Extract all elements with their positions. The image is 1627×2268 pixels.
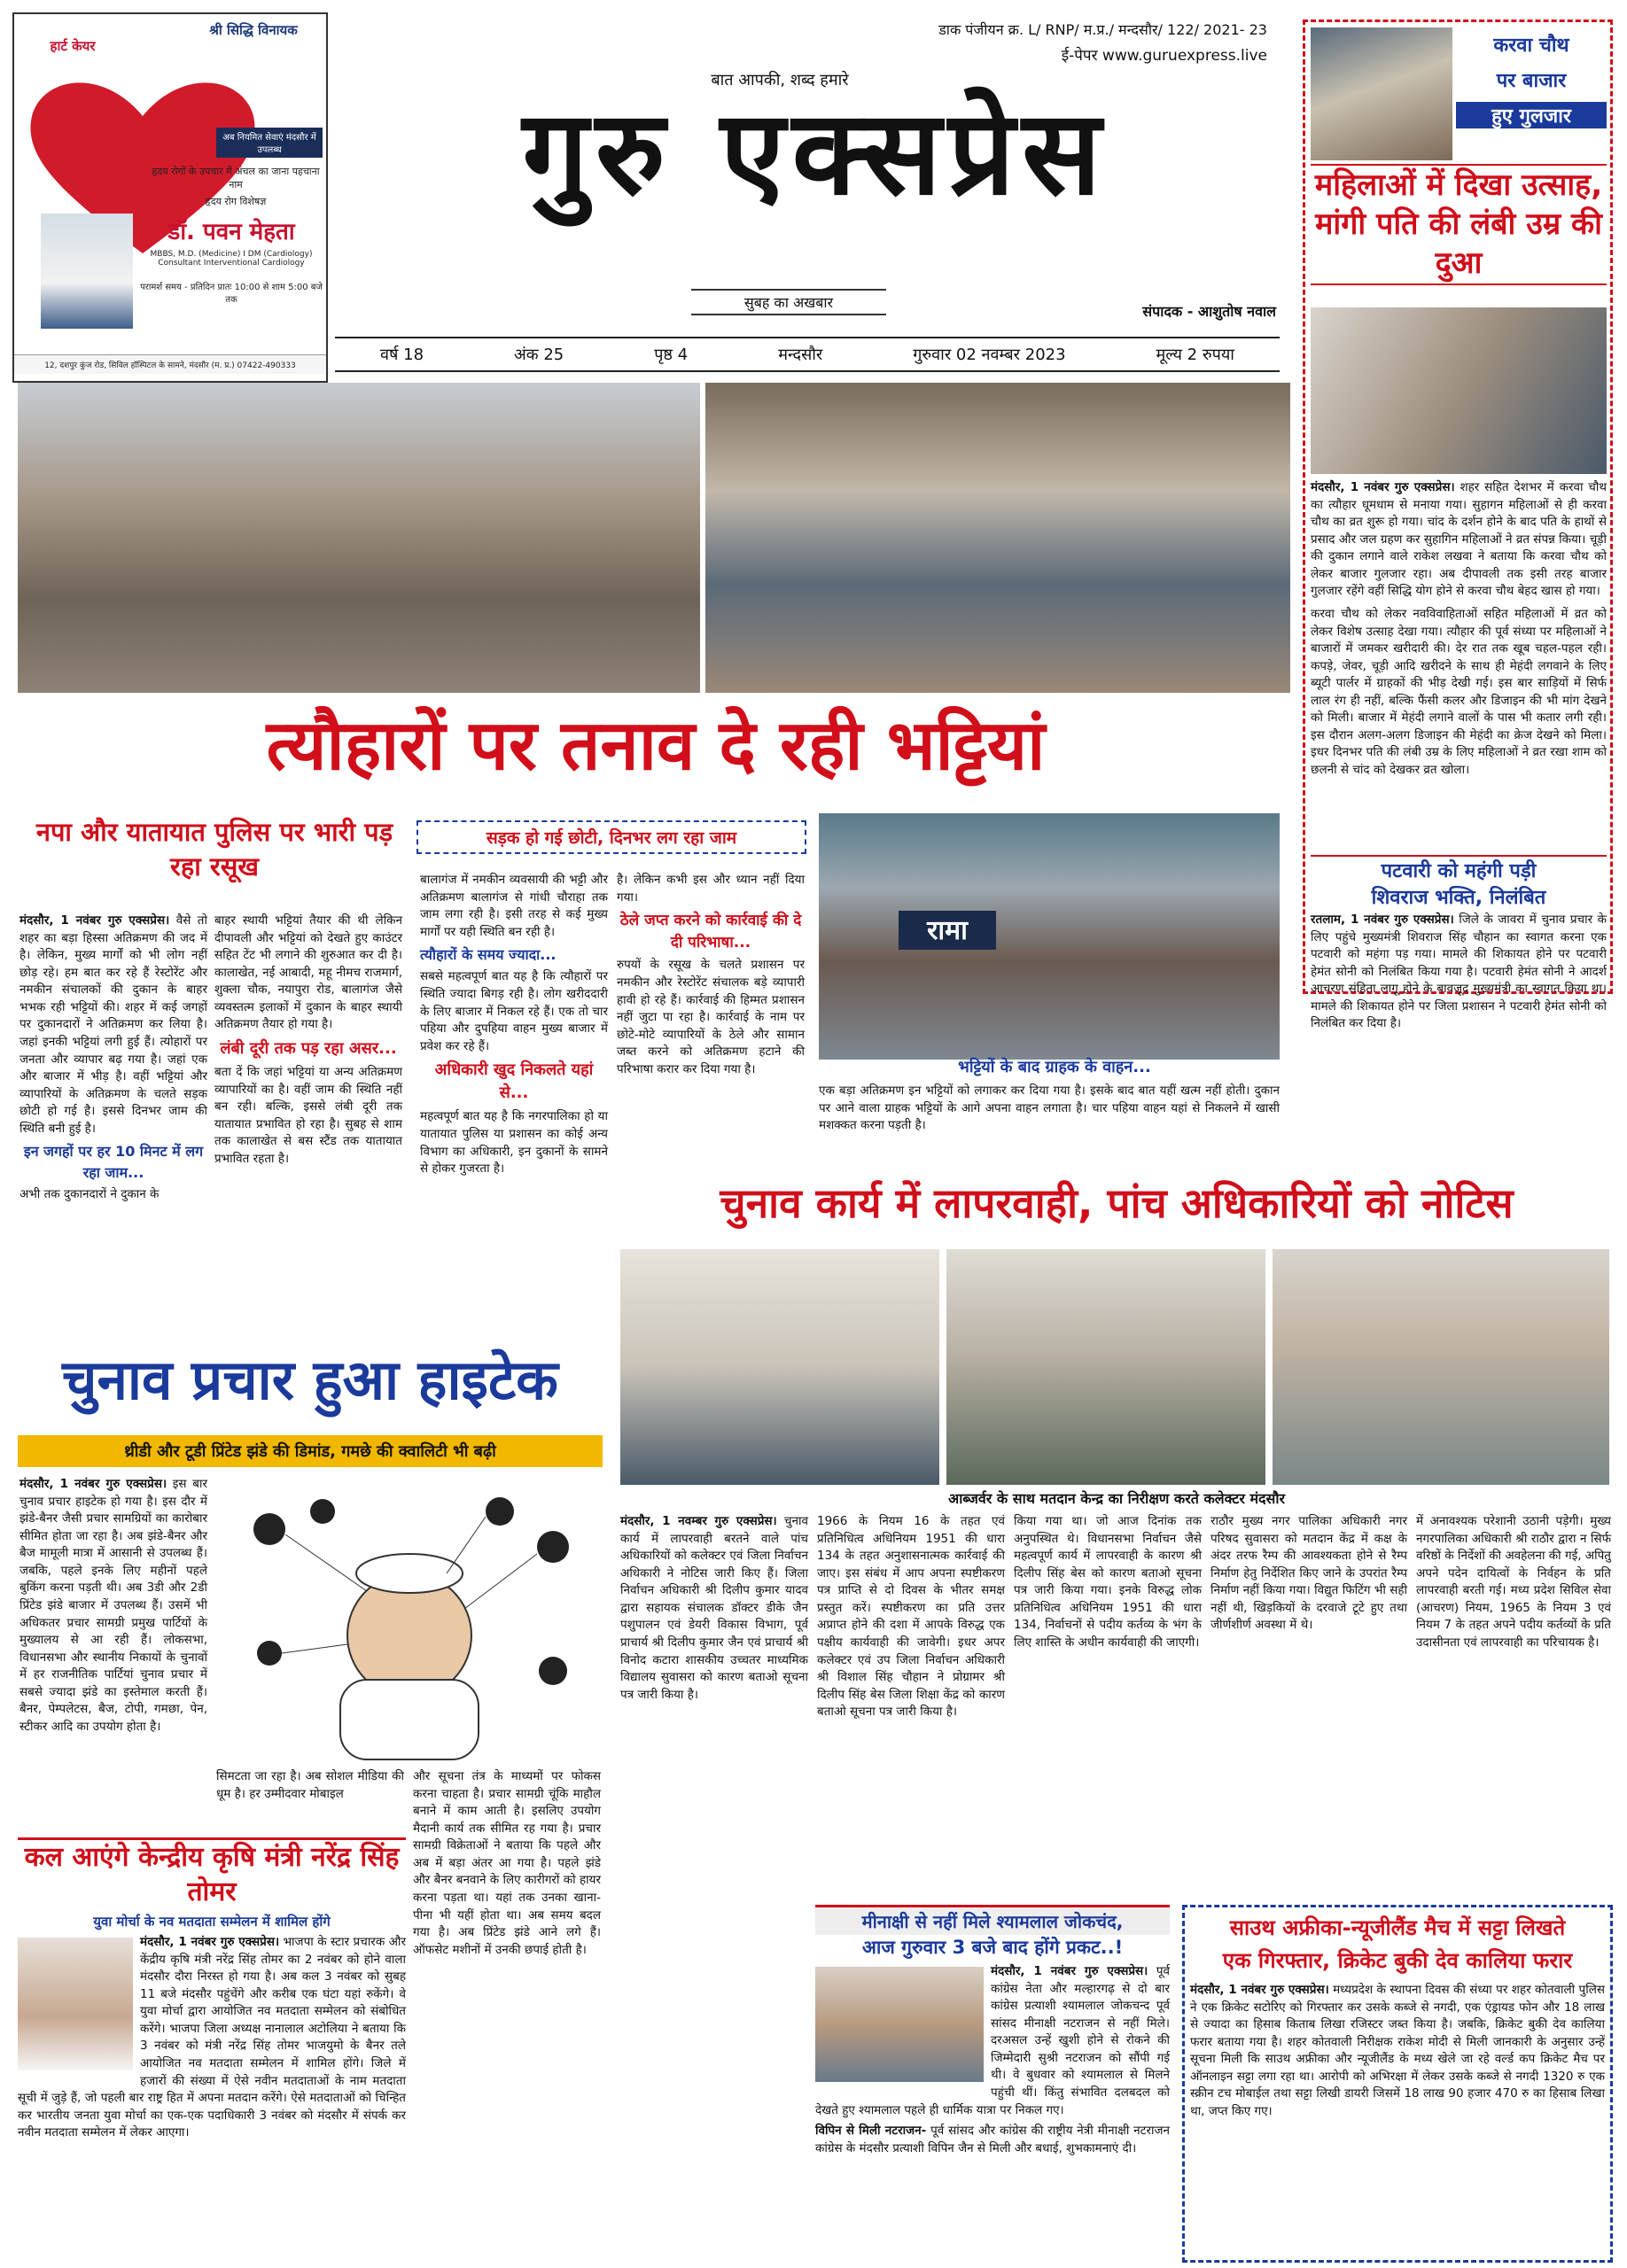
market-photo-2 [705, 383, 1290, 693]
brand-heart-care: हार्ट केयर [50, 38, 96, 54]
tomar-dateline: मंदसौर, 1 नवंबर गुरु एक्सप्रेस। [140, 1935, 280, 1949]
lead-col3-sub: त्यौहारों के समय ज्यादा... [420, 946, 557, 964]
shivraj-dateline: रतलाम, 1 नवंबर गुरु एक्सप्रेस। [1311, 913, 1454, 927]
lead-col-5: एक बड़ा अतिक्रमण इन भट्टियों को लगाकर कर दिया गया है। इसके बाद बात यहीं खत्म नहीं होती। दुकान पर आने वाला ग्राहक भट्टियों के आगे अपना वाहन लगाता है। चार पहिया वाहन यहां से निकलने में खासी मशक्कत करना पड़ती है। [819, 1084, 1280, 1133]
newspaper-title: गुरु एक्सप्रेस [522, 84, 1109, 221]
doctor-name: डॉ. पवन मेहता [167, 219, 295, 245]
election-col-4: राठौर मुख्य नगर पालिका अधिकारी नगर परिषद सुवासरा को मतदान केंद्र में कक्ष के अंदर तरफ रैम्प की आवश्यकता होने से रैम्प निर्माण हेतु निर्देशित किए जाने के उपरांत रैम्प निर्माण नहीं किया गया। विद्युत फिटिंग भी सही नहीं थी, खिड़कियों के दरवाजे टूटे हुए तथा जीर्णशीर्ण अवस्था में थे। [1211, 1514, 1407, 1633]
cricket-head2: एक गिरफ्तार, क्रिकेट बुकी देव कालिया फरार [1222, 1948, 1573, 1973]
lead-col3-sub2: अधिकारी खुद निकलते यहां से... [434, 1060, 594, 1103]
lead-col4-text: है। लेकिन कभी इस और ध्यान नहीं दिया गया। [617, 873, 805, 905]
election-photo-3 [1273, 1249, 1609, 1485]
issue-city: मन्दसौर [778, 346, 823, 364]
karwa-text1: शहर सहित देशभर में करवा चौथ का त्यौहार धूमधाम से मनाया गया। सुहागन महिलाओं से ही करवा चौथ का व्रत शुरू हो गया। चांद के दर्शन होने के बाद पति के हाथों से प्रसाद और जल ग्रहण कर सुहागिन महिलाओं ने व्रत संपन्न किया। चूड़ी की दुकान लगाने वाले राकेश लखवा ने बताया कि करवा चौथ को लेकर बाजार गुलजार रहा। अब दीपावली तक इसी तरह बाजार गुलजार रहेंगे वहीं सिद्धि योग होने से करवा चौथ बेहद खास हो गया। [1311, 480, 1607, 599]
meenakshi-head1: मीनाक्षी से नहीं मिले श्यामलाल जोकचंद, [815, 1907, 1170, 1935]
issue-ank: अंक 25 [514, 346, 564, 364]
lead-col1-text: वैसे तो शहर का बड़ा हिस्सा अतिक्रमण की जद में है। लेकिन, मुख्य मार्गों को भी लोग नहीं छोड़ रहे। हम बात कर रहे हैं रेस्टोरेंट और नमकीन संचालकों की दुकान के बाहर भभक रही भट्टियों की। शहर में कई जगहों पर दुकानदारों ने अतिक्रमण कर लिया है। जहां इनकी भट्टियां लगी हुई हैं। त्योहारों पर जनता और व्यापार बढ़ गया है। जहां एक और बाजार में भीड़ है। वहीं भट्टियां और व्यापारियों के अतिक्रमण के चलते सड़क छोटी हो गई है। इससे दिनभर जाम की स्थिति बनी हुई है। [19, 913, 207, 1136]
kicker-line2: पर बाजार [1496, 70, 1567, 92]
lead-col3c-text: महत्वपूर्ण बात यह है कि नगरपालिका हो या यातायात पुलिस या प्रशासन का कोई अन्य विभाग का अधिकारी, इन दुकानों के सामने से होकर गुजरता है। [420, 1109, 608, 1177]
lead-col-2 [214, 913, 402, 1373]
election-photo-2 [946, 1249, 1265, 1485]
karwa-dateline: मंदसौर, 1 नवंबर गुरु एक्सप्रेस। [1311, 480, 1455, 494]
election-caption: आब्जर्वर के साथ मतदान केन्द्र का निरीक्षण करते कलेक्टर मंदसौर [947, 1490, 1286, 1507]
lead-subhead-1: नपा और यातायात पुलिस पर भारी पड़ रहा रसूख [35, 817, 393, 882]
lead-col3-text: बालागंज में नमकीन व्यवसायी की भट्टी और अतिक्रमण बालागंज से गांधी चौराहा तक जाम लगा रही है। इसी तरह से कई मुख्य मार्गों पर यही स्थिति बन रही है। [420, 873, 608, 939]
meenakshi-text: पूर्व कांग्रेस नेता और मल्हारगढ़ से दो बार कांग्रेस प्रत्याशी श्यामलाल जोकचन्द पूर्व सांसद मीनाक्षी नटराजन से नहीं मिले। दरअसल उन्हें खुशी होने से रोकने की जिम्मेदारी सुश्री नटराजन को सौंपी गई थी। वे बुधवार को श्यामलाल से मिलने पहुंची थीं। किंतु संभावित दलबदल को देखते हुए श्यामलाल पहले ही धार्मिक यात्रा पर निकल गए। [815, 1964, 1170, 2117]
lead-col-1 [19, 913, 207, 1373]
election-dateline: मंदसौर, 1 नवम्बर गुरु एक्सप्रेस। [620, 1514, 777, 1528]
karwa-kicker [1456, 31, 1607, 128]
meenakshi-box [815, 1905, 1170, 2263]
shivraj-body [1311, 912, 1607, 1031]
karwa-body [1311, 479, 1607, 851]
shivraj-text: जिले के जावरा में चुनाव प्रचार के लिए पहुंचे मुख्यमंत्री शिवराज सिंह चौहान का स्वागत करना एक पटवारी को महंगा पड़ गया। मामले की शिकायत होने पर पटवारी हेमंत सोनी को निलंबित किया गया है। पटवारी हेमंत सोनी ने आदर्श आचरण संहिता लागू होने के बावजूद मुख्यमंत्री का स्वागत किया था। मामले की शिकायत होने पर जिला प्रशासन ने पटवारी हेमंत सोनी को निलंबित कर दिया है। [1311, 913, 1607, 1031]
meenakshi-sub: विपिन से मिली नटराजन- [815, 2124, 927, 2139]
tomar-text: भाजपा के स्टार प्रचारक और केंद्रीय कृषि मंत्री नरेंद्र सिंह तोमर का 2 नवंबर को होने वाला मंदसौर दौरा निरस्त हो गया है। अब कल 3 नवंबर को सुबह 11 बजे मंदसौर पहुंचेंगे और करीब एक घंटा यहां रुकेंगे। वे युवा मोर्चा द्वारा आयोजित नव मतदाता सम्मेलन को संबोधित करेंगे। भाजपा जिला अध्यक्ष नानालाल अटोलिया ने बताया कि 3 नवंबर को मंत्री नरेंद्र सिंह तोमर भाजयुमो के बैनर तले आयोजित नव मतदाता सम्मेलन में शामिल होंगे। जिले में हजारों की संख्या में ऐसे नवीन मतदाताओं के नाम मतदाता सूची में जुड़े हैं, जो पहली बार राष्ट्र हित में अपना मतदान करेंगे। ऐसे मतदाताओं को चिन्हित कर भारतीय जनता युवा मोर्चा का एक-एक पदाधिकारी 3 नवंबर को मंदसौर में संपर्क कर नवीन मतदाता सम्मेलन में लेकर आएगा। [18, 1935, 406, 2140]
shivraj-headline [1311, 855, 1607, 910]
hitech-subhead: थ्रीडी और टूडी प्रिंटेड झंडे की डिमांड, गमछे की क्वालिटी भी बढ़ी [18, 1435, 603, 1467]
lead-col2b-text: बता दें कि जहां भट्टियां या अन्य अतिक्रमण व्यापारियों का है। वहीं जाम की स्थिति नहीं बन रही। बल्कि, इससे लंबी दूरी तक यातायात प्रभावित हो रहा है। सुबह से शाम तक कालाखेत से बस स्टैंड तक यातायात प्रभावित रहता है। [214, 1065, 402, 1166]
newspaper-subtitle: सुबह का अखबार [691, 289, 886, 315]
hitech-headline: चुनाव प्रचार हुआ हाइटेक [62, 1348, 558, 1412]
cricket-dateline: मंदसौर, 1 नवंबर गुरु एक्सप्रेस। [1190, 1983, 1329, 1997]
ad-line2: हृदय रोग विशेषज्ञ [205, 196, 267, 207]
doctor-degree: MBBS, M.D. (Medicine) I DM (Cardiology) Consultant Interventional Cardiology [150, 250, 313, 268]
lead-subhead-2: सड़क हो गई छोटी, दिनभर लग रहा जाम [416, 820, 806, 854]
brand-siddhi: श्री सिद्धि विनायक [209, 22, 298, 38]
lead-col1-end: अभी तक दुकानदारों ने दुकान के [19, 1186, 160, 1201]
cricket-head1: साउथ अफ्रीका-न्यूजीलैंड मैच में सट्टा लिखते [1229, 1915, 1566, 1940]
lead-col4-sub: ठेले जप्त करने को कार्रवाई की दे दी परिभाषा... [619, 912, 802, 951]
tomar-box [18, 1837, 406, 2263]
cartoon-graphic [216, 1476, 603, 1763]
issue-year: वर्ष 18 [379, 346, 424, 364]
registration-line: डाक पंजीयन क्र. L/ RNP/ म.प्र./ मन्दसौर/ 122/ 2021- 23 [938, 21, 1267, 38]
ad-timing: परामर्श समय - प्रतिदिन प्रातः 10:00 से शाम 5:00 बजे तक [140, 283, 323, 305]
ad-line1: हृदय रोगों के उपचार में अंचल का जाना पहचाना नाम [152, 166, 320, 190]
cricket-body [1190, 1982, 1605, 2248]
shop-caption: भट्टियों के बाद ग्राहक के वाहन... [958, 1058, 1151, 1076]
shivraj-head1: पटवारी को महंगी पड़ी [1381, 860, 1537, 882]
election-col-1 [620, 1513, 808, 1903]
kicker-line3: हुए गुलजार [1456, 102, 1607, 128]
epaper-line: ई-पेपर www.guruexpress.live [1061, 47, 1267, 65]
election-col-5: में अनावश्यक परेशानी उठानी पड़ेगी। मुख्य नगरपालिका अधिकारी श्री राठौर द्वारा न सिर्फ वरिष्ठों के निर्देशों की अवहेलना की गई, अपितु अपने पदेन दायित्वों के निर्वहन के प्रति लापरवाही बरती गई। मध्य प्रदेश सिविल सेवा (आचरण) नियम, 1965 के नियम 3 एवं नियम 7 के तहत अपने पदीय कर्तव्यों के प्रति उदासीनता एवं लापरवाही का परिचायक है। [1416, 1514, 1611, 1650]
election-photo-1 [620, 1249, 939, 1485]
lead-col3b-text: सबसे महत्वपूर्ण बात यह है कि त्यौहारों पर स्थिति ज्यादा बिगड़ रही है। लोग खरीददारी के लिए बाजार में निकल रहे हैं। एक तो चार पहिया और दुपहिया वाहन मुख्य बाजार में प्रवेश कर रहे हैं। [420, 969, 608, 1053]
hitech-dateline: मंदसौर, 1 नवंबर गुरु एक्सप्रेस। [19, 1477, 167, 1491]
lead-col1-sub: इन जगहों पर हर 10 मिनट में लग रहा जाम... [23, 1143, 204, 1181]
election-col-2: 1966 के नियम 16 के तहत एवं प्रतिनिधित्व अधिनियम 1951 की धारा 134 के तहत अनुशासनात्मक कार्रवाई की जाए। इस संबंध में आप अपना स्पष्टीकरण पत्र प्राप्ति से दो दिवस के भीतर समक्ष प्रस्तुत करें। स्पष्टीकरण का प्रति उत्तर अप्राप्त होने की दशा में आपके विरुद्ध एक पक्षीय कार्यवाही की जावेगी। इधर अपर कलेक्टर एवं उप जिला निर्वाचन अधिकारी श्री विशाल सिंह चौहान ने प्रोग्रामर श्री दिलीप सिंह बेस जिला शिक्षा केंद्र को कारण बताओ सूचना पत्र जारी किया है। [817, 1514, 1005, 1720]
tagline: बात आपकी, शब्द हमारे [711, 71, 849, 89]
lead-col2-sub: लंबी दूरी तक पड़ रहा असर... [220, 1038, 397, 1058]
hitech-col1-text: इस बार चुनाव प्रचार हाइटेक हो गया है। इस दौर में झंडे-बैनर जैसी प्रचार सामग्रियों का कारोबार सीमित होता जा रहा है। अब झंडे-बैनर और बैज मामूली मात्रा में आसानी से उपलब्ध हैं। जबकि, पहले इनके लिए महीनों पहले बुकिंग करना पड़ती थी। अब 3डी और 2डी प्रिंटेड झंडे बाजार में उपलब्ध हैं। उसमें भी अधिकतर प्रचार सामग्री प्रमुख पार्टियों के मुख्यालय से आ रही हैं। लोकसभा, विधानसभा और स्थानीय निकायों के चुनावों में हर राजनीतिक पार्टियां चुनाव प्रचार में सबसे ज्यादा झंडे का इस्तेमाल करती हैं। बैनर, पेम्पलेटस, बैज, टोपी, गमछा, पेन, स्टीकर आदि का उपयोग होता है। [19, 1477, 207, 1734]
shop-photo [819, 813, 1280, 1060]
issue-bar [335, 337, 1280, 372]
doctor-photo [41, 214, 133, 329]
tomar-subhead: युवा मोर्चा के नव मतदाता सम्मेलन में शामिल होंगे [93, 1914, 331, 1930]
cricket-box [1182, 1905, 1613, 2263]
shivraj-head2: शिवराज भक्ति, निलंबित [1371, 887, 1546, 909]
market-photo-1 [18, 383, 700, 693]
election-col1-text: चुनाव कार्य में लापरवाही बरतने वाले पांच अधिकारियों को कलेक्टर एवं जिला निर्वाचन अधिकारी ने नोटिस जारी किए हैं। जिला निर्वाचन अधिकारी श्री दिलीप कुमार यादव द्वारा सहायक संचालक डॉक्टर डीके जैन पशुपालन एवं डेयरी विकास विभाग, पूर्व प्राचार्य श्री दिलीप कुमार जैन एवं प्राचार्य श्री विनोद कटारा शासकीय उच्चतर माध्यमिक विद्यालय सुवासरा को कारण बताओ सूचना पत्र जारी किया है। [620, 1514, 808, 1702]
cricket-text: मध्यप्रदेश के स्थापना दिवस की संध्या पर शहर कोतवाली पुलिस ने एक क्रिकेट सटोरिए को गिरफ्तार कर उसके कब्जे से नगदी, एक एंड्रायड फोन और 18 लाख से ज्यादा का हिसाब किताब लिखा रजिस्टर जब्त किया है। जबकि, क्रिकेट बुकी देव कालिया फरार बताया गया है। शहर कोतवाली निरीक्षक राकेश मोदी से मिली जानकारी के अनुसार उन्हें सूचना मिली कि साउथ अफ्रीका और न्यूजीलैंड के मध्य खेले जा रहे वर्ल्ड कप क्रिकेट मैच पर ऑनलाइन सट्टा लगा रहा था। आरोपी को अभिरक्षा में लेकर उसके कब्जे से नगदी 1320 रु एक स्क्रीन टच मोबाईल तथा सट्टा लिखी डायरी जिसमें 18 लाख 90 हजार 470 रु का हिसाब लिखा था, जप्त किए गए। [1190, 1983, 1605, 2118]
tomar-photo [18, 1938, 133, 2070]
hitech-col-1 [19, 1476, 207, 1830]
kicker-line1: करवा चौथ [1493, 35, 1569, 57]
karwa-photo-1 [1311, 27, 1452, 160]
issue-price: मूल्य 2 रुपया [1156, 346, 1234, 364]
hitech-col-2: सिमटता जा रहा है। अब सोशल मीडिया की धूम है। हर उम्मीदवार मोबाइल [216, 1769, 404, 1801]
lead-dateline: मंदसौर, 1 नवंबर गुरु एक्सप्रेस। [19, 913, 170, 928]
issue-page: पृष्ठ 4 [654, 346, 689, 364]
karwa-headline: महिलाओं में दिखा उत्साह, मांगी पति की लंबी उम्र की दुआ [1311, 164, 1607, 285]
karwa-text2: करवा चौथ को लेकर नवविवाहिताओं सहित महिलाओं में व्रत को लेकर विशेष उत्साह देखा गया। त्यौहार की पूर्व संध्या पर महिलाओं ने बाजारों में जमकर खरीदारी की। देर रात तक खूब चहल-पहल रही। कपड़े, जेवर, चूड़ी आदि खरीदने के साथ ही मेहंदी लगवाने के लिए ब्यूटी पार्लर में ग्राहकों की भीड़ देखी गई। इस बार साड़ियों में सिर्फ लाल रंग ही नहीं, बल्कि फैंसी कलर और डिजाइन की भी मांग देखने को मिली। बाजार में मेहंदी लगाने वालों के पास भी कतार लगी रही। इस दौरान अलग-अलग डिजाइन की मेहंदी का क्रेज देखने को मिला। इधर दिनभर पति की लंबी उम्र के लिए महिलाओं ने व्रत रखा शाम को छलनी से चांद को देखकर व्रत खोला। [1311, 606, 1607, 777]
issue-date: गुरुवार 02 नवम्बर 2023 [913, 346, 1066, 364]
shop-sign: रामा [899, 911, 996, 950]
meenakshi-photo [815, 1967, 984, 2082]
lead-headline: त्यौहारों पर तनाव दे रही भट्टियां [266, 706, 1046, 786]
tomar-headline: कल आएंगे केन्द्रीय कृषि मंत्री नरेंद्र सिंह तोमर [24, 1842, 400, 1907]
meenakshi-text2: पूर्व सांसद और कांग्रेस की राष्ट्रीय नेत्री मीनाक्षी नटराजन कांग्रेस के मंदसौर प्रत्याशी विपिन जैन से मिली और बधाई, शुभकामनाएं दी। [815, 2124, 1171, 2155]
lead-col-3 [420, 872, 608, 1373]
hitech-col-3: और सूचना तंत्र के माध्यमों पर फोकस करना चाहता है। प्रचार सामग्री चूंकि माहौल बनाने में काम आती है। इसलिए उपयोग मैदानी कार्य तक सीमित रह गया है। प्रचार सामग्री विक्रेताओं ने बताया कि पहले और अब में बड़ा अंतर आ गया है। पहले झंडे और बैनर बनवाने के लिए कारीगरों को हायर करना पड़ता था। यहां तक उनका खाना-पीना भी यहीं होता था। अब समय बदल गया है। अब प्रिंटेड झंडे आने लगे हैं। ऑफसेट मशीनों में उनकी छपाई होती है। [413, 1769, 601, 1957]
heart-care-ad [12, 12, 328, 383]
ad-tag: अब नियमित सेवाएं मंदसौर में उपलब्ध [216, 128, 323, 158]
lead-col2-text: बाहर स्थायी भट्टियां तैयार की थी लेकिन दीपावली और भट्टियां को देखते हुए काउंटर सहित टेंट भी लगाने की शुरुआत कर दी है। कालाखेत, नई आबादी, महू नीमच राजमार्ग, शुक्ला चौक, नयापुरा रोड, बालागंज जैसे व्यवस्तत्म इलाकों में दुकान के बाहर स्थायी अतिक्रमण तैयार हो गया है। [214, 913, 402, 1032]
meenakshi-head2: आज गुरुवार 3 बजे बाद होंगे प्रकट..! [861, 1937, 1124, 1958]
editor-line: संपादक - आशुतोष नवाल [1142, 303, 1276, 320]
meenakshi-dateline: मंदसौर, 1 नवंबर गुरु एक्सप्रेस। [991, 1964, 1148, 1978]
karwa-photo-2 [1311, 307, 1607, 474]
election-headline: चुनाव कार्य में लापरवाही, पांच अधिकारियों को नोटिस [720, 1179, 1514, 1227]
karwa-chauth-box [1303, 19, 1613, 1031]
lead-col4b-text: रुपयों के रसूख के चलते प्रशासन पर नमकीन और रेस्टोरेंट संचालक बड़े व्यापारी हावी हो रहे हैं। कार्रवाई की हिम्मत प्रशासन नहीं जुटा पा रहा है। कार्रवाई के नाम पर छोटे-मोटे व्यापारियों के ठेले और सामान जब्त करने को अतिक्रमण हटाने की परिभाषा करार कर दिया गया है। [617, 958, 805, 1076]
ad-address: 12, दशपुर कुंज रोड, सिविल हॉस्पिटल के सामने, मंदसौर (म. प्र.) 07422-490333 [14, 354, 326, 374]
election-col-3: किया गया था। जो आज दिनांक तक अनुपस्थित थे। विधानसभा निर्वाचन जैसे महत्वपूर्ण कार्य में लापरवाही के कारण श्री दिलीप सिंह बेस को कारण बताओ सूचना पत्र जारी किया गया। इनके विरुद्ध लोक प्रतिनिधित्व अधिनियम 1951 की धारा 134, निर्वाचनों से पदीय कर्तव्य के भंग के लिए शास्ति के अधीन कार्यवाही की जाएगी। [1014, 1514, 1202, 1650]
